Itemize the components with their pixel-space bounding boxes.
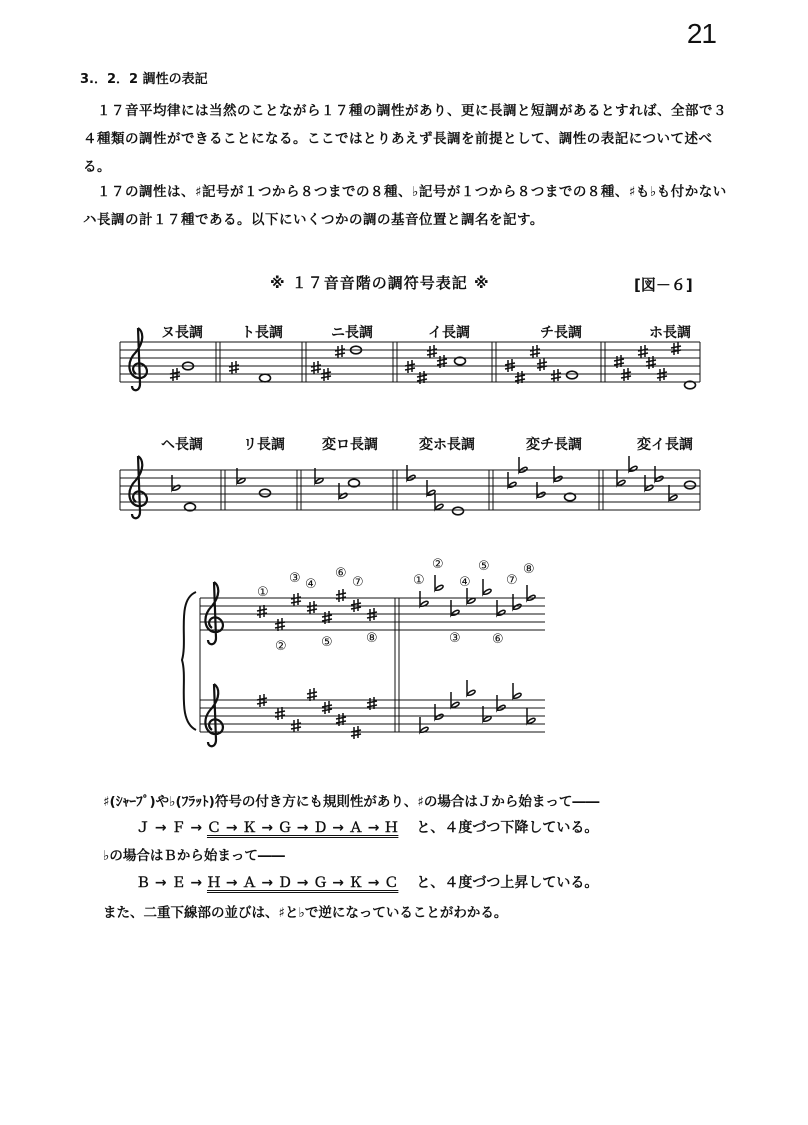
sharp-sequence bbox=[136, 817, 598, 837]
page-number: 21 bbox=[686, 18, 716, 49]
marker-4: ④ bbox=[459, 575, 471, 590]
marker-8: ⑧ bbox=[366, 631, 378, 646]
staff-sharp-keys bbox=[120, 328, 700, 390]
flat-seq-plain: Ｂ → Ｅ → bbox=[136, 875, 207, 891]
marker-4: ④ bbox=[305, 577, 317, 592]
figure-label: [図－６] bbox=[634, 276, 693, 294]
marker-3: ③ bbox=[289, 571, 301, 586]
marker-1: ① bbox=[257, 585, 269, 600]
marker-1: ① bbox=[413, 573, 425, 588]
sharp-seq-underlined: Ｃ → Ｋ → Ｇ → Ｄ → Ａ → Ｈ bbox=[206, 820, 399, 836]
explanation-line-5: また、二重下線部の並びは、♯と♭で逆になっていることがわかる。 bbox=[103, 905, 508, 921]
treble-clef-icon bbox=[129, 328, 147, 390]
staff-flat-keys bbox=[120, 456, 700, 518]
marker-5: ⑤ bbox=[321, 635, 333, 650]
grand-staff-order bbox=[182, 557, 545, 746]
key-name-sharp-4: イ長調 bbox=[428, 325, 470, 341]
key-name-flat-4: 変ホ長調 bbox=[419, 437, 475, 453]
marker-8: ⑧ bbox=[523, 562, 535, 577]
key-name-flat-2: リ長調 bbox=[243, 437, 285, 453]
marker-3: ③ bbox=[449, 631, 461, 646]
sharp-seq-trailing: と、４度づつ下降している。 bbox=[416, 820, 599, 836]
explanation-line-3: ♭の場合はＢから始まって―― bbox=[103, 848, 285, 864]
marker-5: ⑤ bbox=[478, 559, 490, 574]
treble-clef-icon bbox=[205, 582, 223, 644]
flat-seq-trailing: と、４度づつ上昇している。 bbox=[416, 875, 599, 891]
key-name-sharp-2: ト長調 bbox=[241, 325, 283, 341]
key-name-flat-6: 変イ長調 bbox=[637, 437, 693, 453]
marker-7: ⑦ bbox=[352, 575, 364, 590]
marker-2: ② bbox=[275, 639, 287, 654]
flat-sequence bbox=[136, 872, 598, 892]
section-heading: 3.．2．2 調性の表記 bbox=[80, 72, 208, 87]
treble-clef-icon bbox=[205, 684, 223, 746]
paragraph-1: １７音平均律には当然のことながら１７種の調性があり、更に長調と短調があるとすれば、全部で３４種類の調性ができることになる。ここではとりあえず長調を前提として、調性の表記について述べる。 bbox=[83, 103, 727, 175]
marker-2: ② bbox=[432, 557, 444, 572]
key-name-flat-1: ヘ長調 bbox=[161, 437, 203, 453]
key-name-flat-3: 変ロ長調 bbox=[322, 437, 378, 453]
treble-clef-icon bbox=[129, 456, 147, 518]
sharp-seq-plain: Ｊ → Ｆ → bbox=[136, 820, 207, 836]
key-name-sharp-3: ニ長調 bbox=[331, 325, 373, 341]
key-name-sharp-6: ホ長調 bbox=[649, 325, 691, 341]
key-name-sharp-1: ヌ長調 bbox=[161, 325, 203, 341]
paragraph-2: １７の調性は、♯記号が１つから８つまでの８種、♭記号が１つから８つまでの８種、♯も♭も付かないハ長調の計１７種である。以下にいくつかの調の基音位置と調名を記す。 bbox=[83, 184, 727, 228]
marker-7: ⑦ bbox=[506, 573, 518, 588]
flat-seq-underlined: Ｈ → Ａ → Ｄ → Ｇ → Ｋ → Ｃ bbox=[206, 875, 399, 891]
explanation-line-1: ♯(ｼｬｰﾌﾟ)や♭(ﾌﾗｯﾄ)符号の付き方にも規則性があり、♯の場合はＪから始まって―― bbox=[103, 794, 600, 810]
figure-title: ※ １７音音階の調符号表記 ※ bbox=[270, 274, 490, 292]
key-name-flat-5: 変チ長調 bbox=[526, 437, 582, 453]
key-name-sharp-5: チ長調 bbox=[540, 325, 582, 341]
marker-6: ⑥ bbox=[492, 632, 504, 647]
marker-6: ⑥ bbox=[335, 566, 347, 581]
